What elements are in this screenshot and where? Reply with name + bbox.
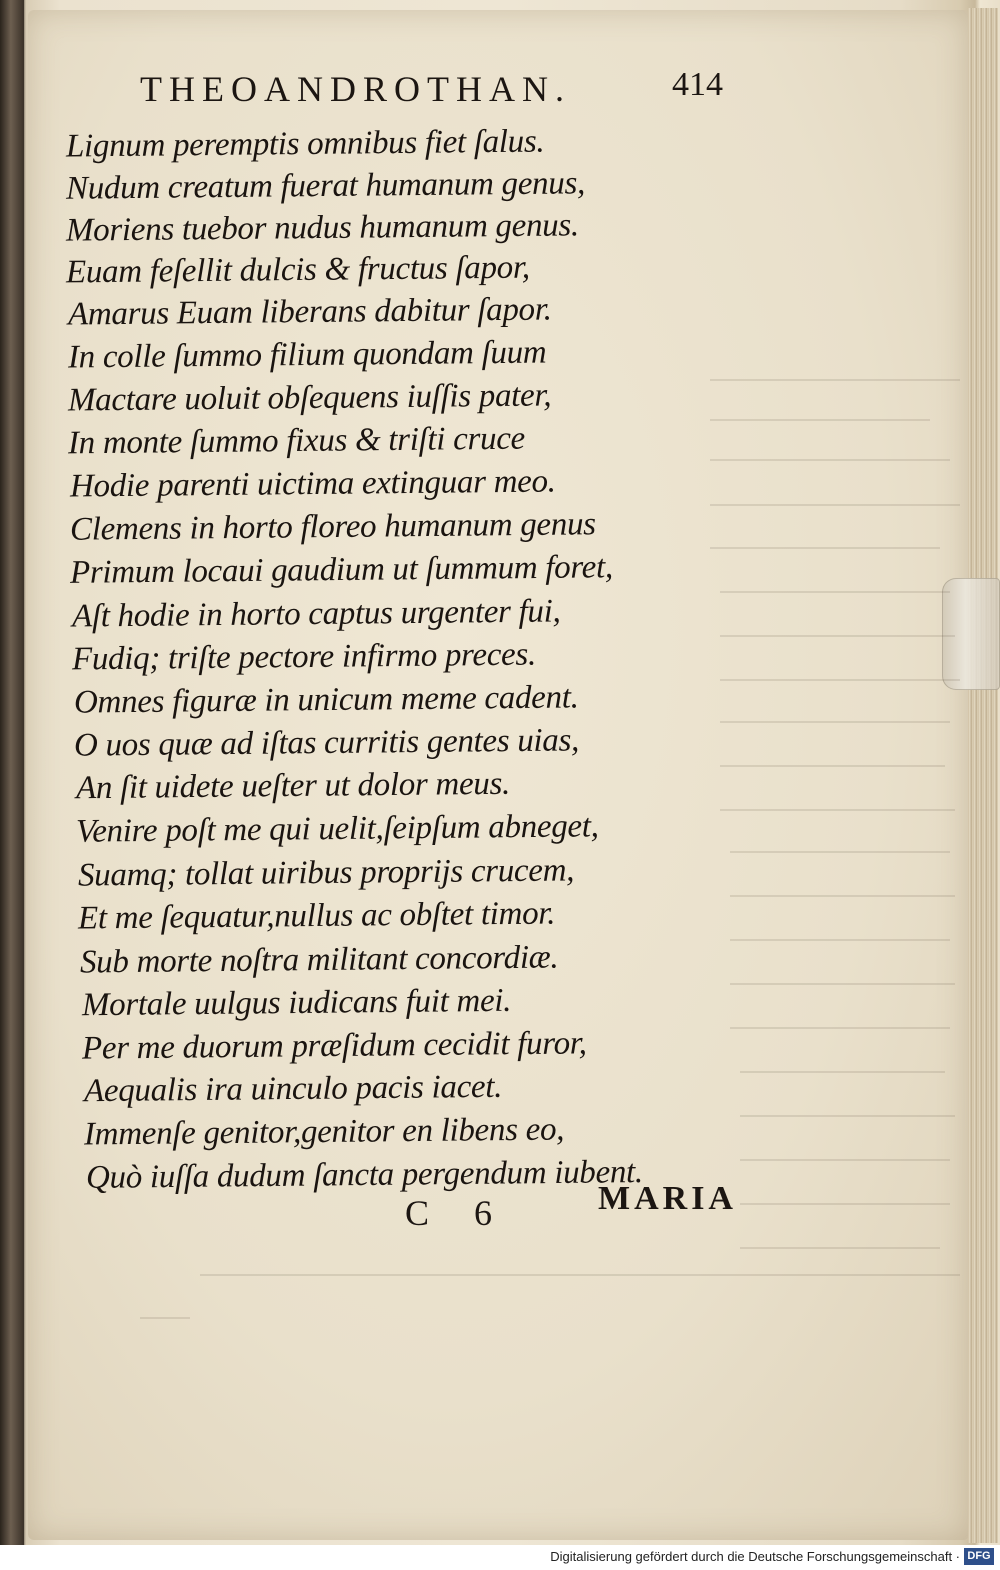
verse-line: Sub morte noſtra militant concordiæ. <box>79 939 559 981</box>
verse-line: Aequalis ira uinculo pacis iacet. <box>83 1068 503 1110</box>
verse-line: Omnes figuræ in unicum meme cadent. <box>73 679 579 721</box>
verse-line: Mactare uoluit obſequens iuſſis pater, <box>67 377 552 419</box>
digitization-credit: Digitalisierung gefördert durch die Deutsche Forschungsgemeinschaft · <box>550 1549 960 1564</box>
verse-line: An ſit uidete ueſter ut dolor meus. <box>75 765 511 807</box>
verse-line: Immenſe genitor,genitor en libens eo, <box>83 1111 565 1153</box>
verse-line: Per me duorum præſidum cecidit furor, <box>81 1025 587 1067</box>
verse-line: Euam feſellit dulcis & fructus ſapor, <box>65 249 530 291</box>
verse-line: Lignum peremptis omnibus fiet ſalus. <box>65 123 545 165</box>
verse-line: Fudiq; triſte pectore infirmo preces. <box>71 636 537 678</box>
signature-mark: C 6 <box>405 1193 511 1233</box>
catchword: MARIA <box>598 1180 737 1217</box>
page-number: 414 <box>672 66 723 103</box>
verse-line: Amarus Euam liberans dabitur ſapor. <box>67 291 552 333</box>
verse-line: Venire poſt me qui uelit,ſeipſum abneget, <box>75 808 599 850</box>
running-title: THEOANDROTHAN. <box>140 69 571 109</box>
dfg-logo-icon: DFG <box>964 1548 994 1565</box>
verse-line: Et me ſequatur,nullus ac obſtet timor. <box>77 895 556 937</box>
verse-line: Suamq; tollat uiribus proprijs crucem, <box>77 852 575 894</box>
verse-line: Primum locaui gaudium ut ſummum foret, <box>69 549 614 591</box>
verse-line: Nudum creatum fuerat humanum genus, <box>65 165 586 207</box>
verse-line: Moriens tuebor nudus humanum genus. <box>65 207 580 249</box>
verse-line: In colle ſummo filium quondam ſuum <box>67 334 547 376</box>
verse-line: Quò iuſſa dudum ſancta pergendum iubent. <box>85 1154 644 1196</box>
verse-line: Aſt hodie in horto captus urgenter fui, <box>71 593 561 635</box>
verse-line: O uos quæ ad iſtas curritis gentes uias, <box>73 722 580 764</box>
verse-line: Hodie parenti uictima extinguar meo. <box>69 463 556 505</box>
verse-line: Mortale uulgus iudicans fuit mei. <box>81 982 512 1024</box>
verse-line: Clemens in horto floreo humanum genus <box>69 506 596 548</box>
verse-line: In monte ſummo fixus & triſti cruce <box>67 420 526 462</box>
